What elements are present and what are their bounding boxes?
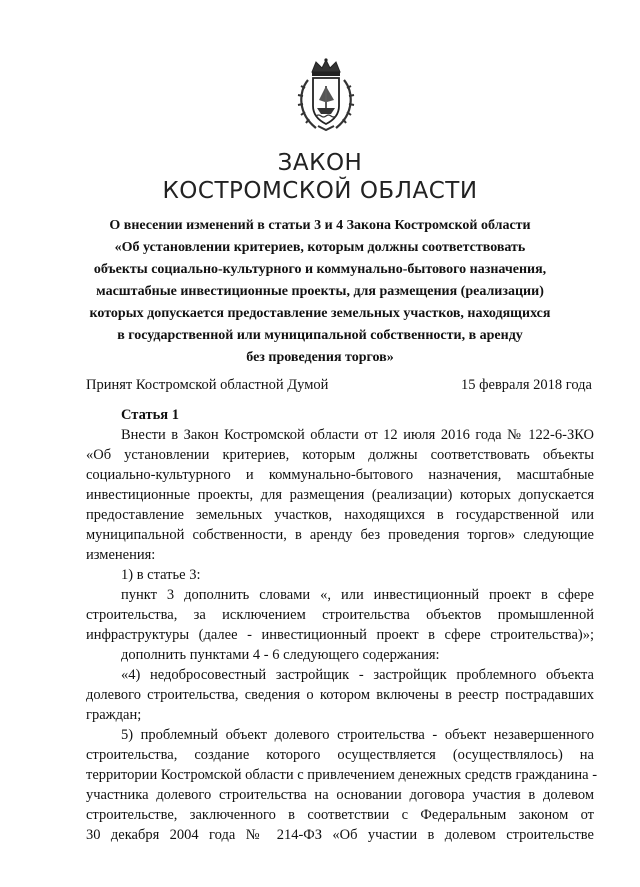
body-line: пункт 3 дополнить словами «, или инвестиционный проект в сфере — [121, 587, 594, 603]
body-line: 1) в статье 3: — [121, 567, 201, 583]
body-line: инфраструктуры (далее - инвестиционный проект в сфере строительства)»; — [86, 627, 594, 643]
body-line: граждан; — [86, 707, 142, 723]
heading-line: масштабные инвестиционные проекты, для размещения (реализации) — [96, 284, 544, 299]
body-line: территории Костромской области с привлечением денежных средств гражданина - — [86, 767, 598, 783]
body-line: изменения: — [86, 547, 156, 563]
body-line: «Об установлении критериев, которым должны соответствовать объекты — [86, 447, 594, 463]
heading-line: которых допускается предоставление земельных участков, находящихся — [89, 306, 551, 321]
body-line: долевого строительства, сведения о котором включены в реестр пострадавших — [86, 687, 594, 703]
heading-line: объекты социально-культурного и коммунально-бытового назначения, — [93, 262, 547, 277]
body-line: предоставление земельных участков, находящихся в государственной или — [86, 507, 594, 523]
article-title: Статья 1 — [121, 407, 179, 423]
body-line: строительства, создание которого осуществляется (осуществлялось) на — [86, 747, 594, 763]
body-line: «4) недобросовестный застройщик - застройщик проблемного объекта — [121, 667, 594, 683]
body-line: 5) проблемный объект долевого строительства - объект незавершенного — [121, 727, 594, 743]
body-line: строительстве, заключенного в соответствии с Федеральным законом от — [86, 807, 594, 823]
body-line: участника долевого строительства на основании договора участия в долевом — [86, 787, 594, 803]
law-title-line-2: КОСТРОМСКОЙ ОБЛАСТИ — [162, 178, 478, 204]
body-line: социально-культурного и коммунально-бытового назначения, масштабные — [86, 467, 594, 483]
body-line: Внести в Закон Костромской области от 12 июля 2016 года № 122-6-ЗКО — [121, 427, 594, 443]
heading-line: О внесении изменений в статьи 3 и 4 Закона Костромской области — [109, 218, 531, 233]
body-line: строительства, за исключением строительства объектов промышленной — [86, 607, 594, 623]
heading-line: «Об установлении критериев, которым должны соответствовать — [114, 240, 526, 255]
law-title-line-1: ЗАКОН — [277, 150, 363, 176]
body-line: дополнить пунктами 4 - 6 следующего содержания: — [121, 647, 440, 663]
adoption-date: 15 февраля 2018 года — [460, 377, 592, 393]
body-line: инвестиционные проекты, для размещения (реализации) которых допускается — [86, 487, 594, 503]
heading-line: в государственной или муниципальной собственности, в аренду — [117, 328, 523, 343]
heading-line: без проведения торгов» — [246, 350, 394, 365]
coat-of-arms-icon — [296, 58, 356, 132]
body-line: 30 декабря 2004 года № 214-ФЗ «Об участии в долевом строительстве — [86, 827, 594, 843]
adopted-by-text: Принят Костромской областной Думой — [86, 377, 329, 393]
body-line: муниципальной собственности, в аренду без проведения торгов» следующие — [86, 527, 594, 543]
